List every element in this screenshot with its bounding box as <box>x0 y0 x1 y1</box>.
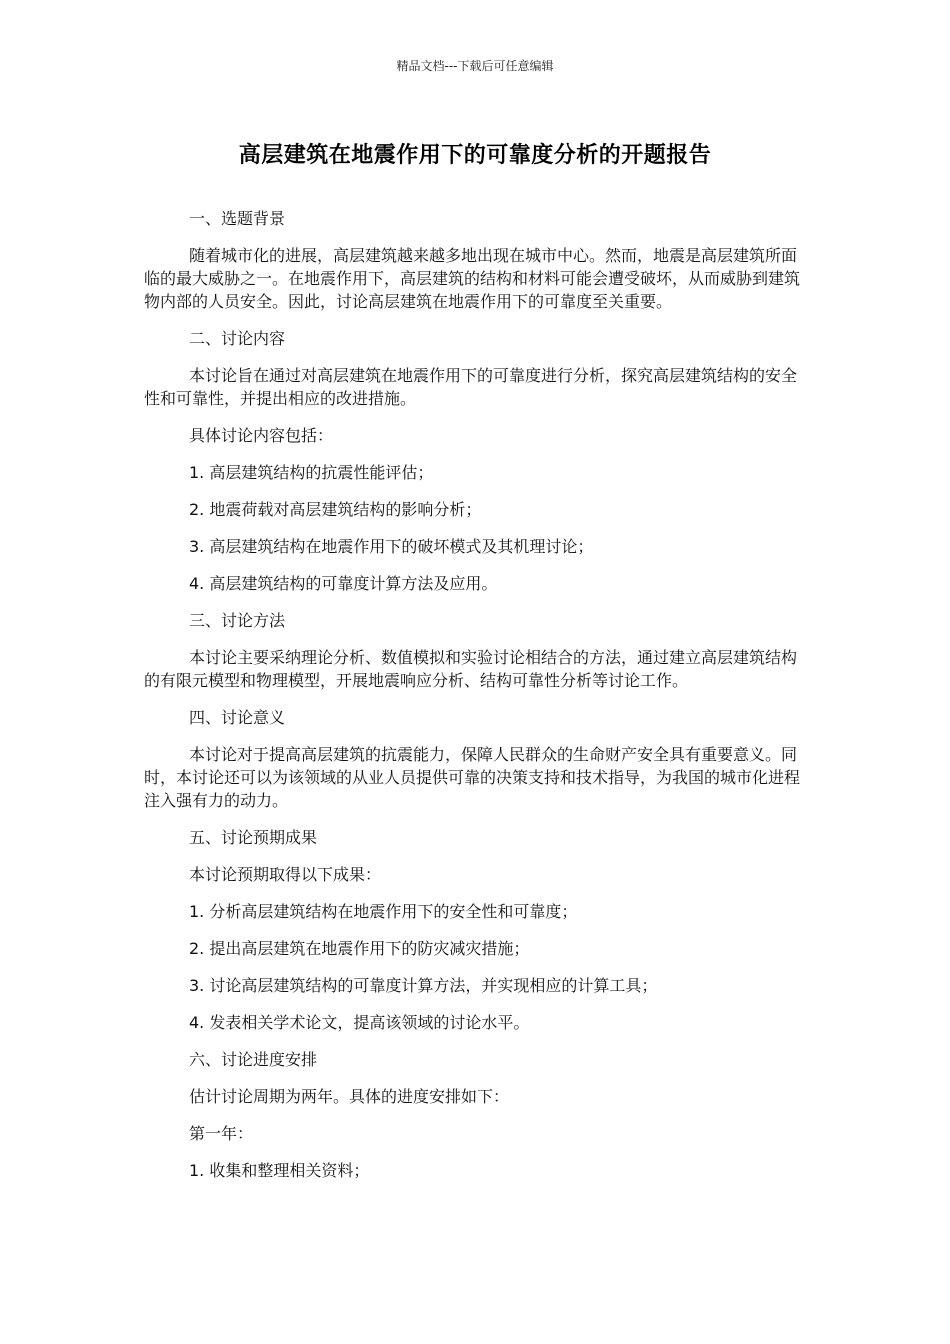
section-heading: 二、讨论内容 <box>189 329 286 348</box>
section-heading: 五、讨论预期成果 <box>189 828 318 847</box>
list-item: 1. 分析高层建筑结构在地震作用下的安全性和可靠度； <box>189 902 578 921</box>
document-body <box>144 207 809 1196</box>
list-item: 1. 高层建筑结构的抗震性能评估； <box>189 463 434 482</box>
section-heading: 六、讨论进度安排 <box>189 1050 318 1069</box>
section-paragraph: 本讨论旨在通过对高层建筑在地震作用下的可靠度进行分析，探究高层建筑结构的安全性和可靠性，并提出相应的改进措施。 <box>144 366 798 408</box>
header-note: 精品文档---下载后可任意编辑 <box>396 59 554 73</box>
section-heading: 四、讨论意义 <box>189 708 286 727</box>
list-item: 1. 收集和整理相关资料； <box>189 1161 370 1180</box>
section-paragraph: 估计讨论周期为两年。具体的进度安排如下： <box>189 1087 510 1106</box>
section-paragraph: 随着城市化的进展，高层建筑越来越多地出现在城市中心。然而，地震是高层建筑所面临的最大威胁之一。在地震作用下，高层建筑的结构和材料可能会遭受破坏，从而威胁到建筑物内部的人员安全。因此，讨论高层建筑在地震作用下的可靠度至关重要。 <box>144 246 801 311</box>
list-item: 4. 发表相关学术论文，提高该领域的讨论水平。 <box>189 1013 530 1032</box>
section-paragraph: 第一年： <box>189 1124 254 1143</box>
list-item: 2. 提出高层建筑在地震作用下的防灾减灾措施； <box>189 939 530 958</box>
section-paragraph: 本讨论对于提高高层建筑的抗震能力，保障人民群众的生命财产安全具有重要意义。同时，本讨论还可以为该领域的从业人员提供可靠的决策支持和技术指导，为我国的城市化进程注入强有力的动力。 <box>144 745 801 810</box>
section-paragraph: 本讨论预期取得以下成果： <box>189 865 382 884</box>
document-title: 高层建筑在地震作用下的可靠度分析的开题报告 <box>238 143 712 168</box>
section-heading: 三、讨论方法 <box>189 611 286 630</box>
list-item: 3. 高层建筑结构在地震作用下的破坏模式及其机理讨论； <box>189 537 594 556</box>
list-item: 3. 讨论高层建筑结构的可靠度计算方法，并实现相应的计算工具； <box>189 976 658 995</box>
list-item: 4. 高层建筑结构的可靠度计算方法及应用。 <box>189 574 498 593</box>
list-item: 2. 地震荷载对高层建筑结构的影响分析； <box>189 500 482 519</box>
section-heading: 一、选题背景 <box>189 209 286 228</box>
section-paragraph: 具体讨论内容包括： <box>189 426 334 445</box>
section-paragraph: 本讨论主要采纳理论分析、数值模拟和实验讨论相结合的方法，通过建立高层建筑结构的有限元模型和物理模型，开展地震响应分析、结构可靠性分析等讨论工作。 <box>144 648 798 690</box>
